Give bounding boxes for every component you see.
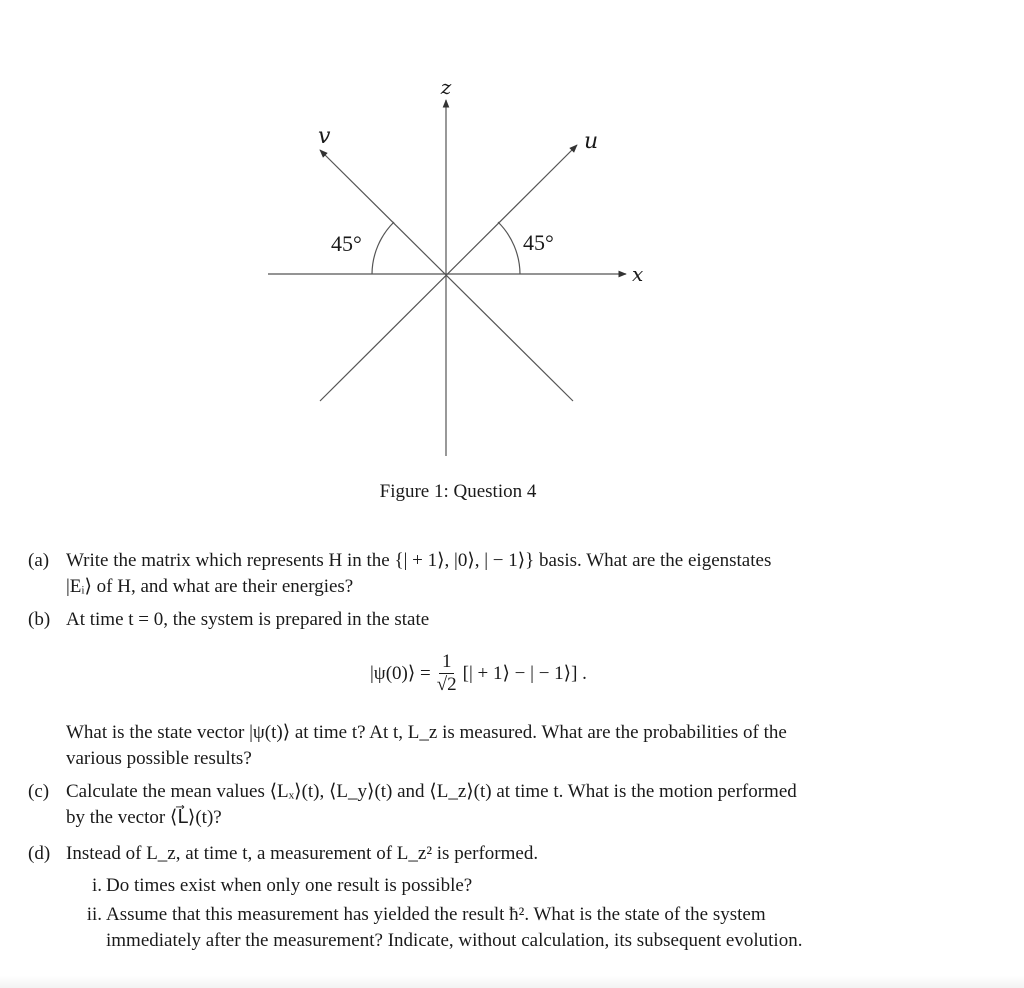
question-c-line1: Calculate the mean values ⟨Lₓ⟩(t), ⟨L_y⟩(t) and ⟨L_z⟩(t) at time t. What is the motion performed	[66, 781, 797, 802]
question-c-line2: by the vector ⟨L⃗⟩(t)?	[66, 807, 222, 828]
equation-fraction	[437, 651, 457, 696]
question-d-i-text: Do times exist when only one result is possible?	[106, 875, 473, 896]
question-d-ii-text	[106, 902, 958, 954]
question-a	[28, 548, 958, 600]
question-b-intro: At time t = 0, the system is prepared in the state	[66, 609, 430, 630]
axis-label-v: v	[318, 124, 331, 149]
question-c-label: (c)	[28, 781, 50, 802]
question-b-follow-line1: What is the state vector |ψ(t)⟩ at time t? At t, L_z is measured. What are the probabilities of the	[66, 722, 787, 743]
fraction-numerator: 1	[439, 651, 455, 674]
question-b-follow	[28, 720, 958, 772]
question-d	[28, 841, 958, 867]
equation-rhs: [| + 1⟩ − | − 1⟩] .	[462, 663, 587, 684]
question-d-ii-line1: Assume that this measurement has yielded the result ħ². What is the state of the system	[106, 904, 766, 925]
question-a-label: (a)	[28, 550, 50, 571]
question-d-label: (d)	[28, 843, 51, 864]
question-d-ii	[78, 902, 958, 954]
axis-label-u: u	[584, 129, 599, 154]
question-d-ii-label: ii.	[86, 904, 102, 925]
axis-label-z: z	[440, 75, 452, 99]
angle-label-right: 45°	[523, 230, 554, 255]
question-a-line1: Write the matrix which represents H in the {| + 1⟩, |0⟩, | − 1⟩} basis. What are the eigenstates	[66, 550, 772, 571]
question-c	[28, 779, 958, 831]
question-d-text: Instead of L_z, at time t, a measurement of L_z² is performed.	[66, 843, 539, 864]
angle-label-left: 45°	[331, 231, 362, 256]
fraction-denominator: √2	[436, 674, 457, 695]
question-c-text	[66, 779, 958, 831]
question-a-line2: |Eᵢ⟩ of H, and what are their energies?	[66, 576, 354, 597]
figure-caption: Figure 1: Question 4	[379, 481, 537, 502]
question-d-i-label: i.	[91, 875, 102, 896]
state-equation	[370, 651, 587, 696]
question-b-label: (b)	[28, 609, 51, 630]
question-b	[28, 607, 958, 633]
angle-arc-left	[372, 222, 394, 274]
question-d-i	[78, 873, 958, 899]
question-d-ii-line2: immediately after the measurement? Indicate, without calculation, its subsequent evolution.	[106, 930, 803, 951]
axes-diagram	[0, 0, 1024, 470]
question-a-text	[66, 548, 958, 600]
axis-label-x: x	[632, 262, 644, 286]
equation-lhs: |ψ(0)⟩ =	[370, 663, 431, 684]
question-b-follow-line2: various possible results?	[66, 748, 252, 769]
u-axis	[320, 145, 577, 401]
question-b-follow-text	[66, 720, 958, 772]
angle-arc-right	[498, 222, 520, 274]
page-bottom-shade	[0, 976, 1024, 988]
